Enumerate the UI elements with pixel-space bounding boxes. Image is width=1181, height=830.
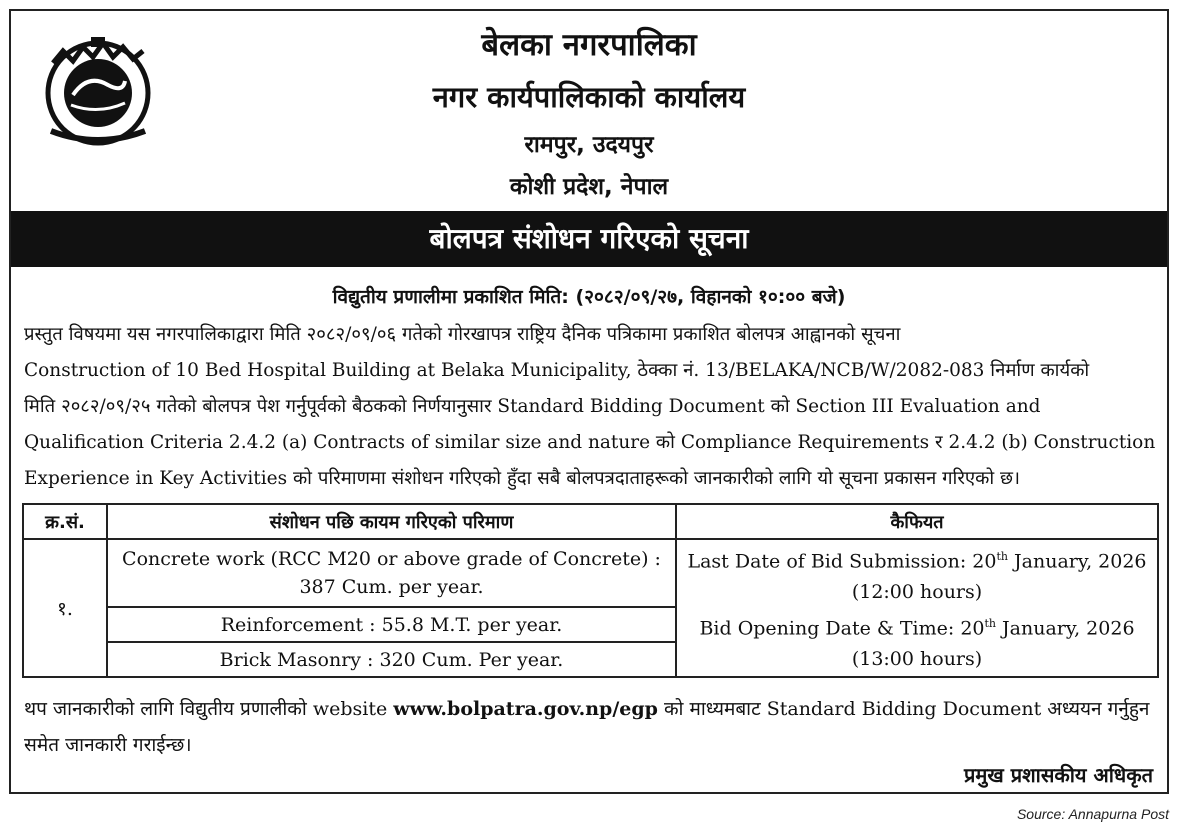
column-header-serial: क्र.सं. <box>23 504 107 539</box>
notice-frame <box>9 9 1169 794</box>
column-header-remarks: कैफियत <box>676 504 1158 539</box>
body-line: Construction of 10 Bed Hospital Building at Belaka Municipality, ठेक्का नं. 13/BELAKA/NCB/W/2082-083 निर्माण कार्यको <box>24 360 1090 381</box>
website-link[interactable]: www.bolpatra.gov.np/egp <box>393 698 658 720</box>
body-line: प्रस्तुत विषयमा यस नगरपालिकाद्वारा मिति २०८२/०९/०६ गतेको गोरखापत्र राष्ट्रिय दैनिक पत्रिकामा प्रकाशित बोलपत्र आह्वानको सूचना <box>24 324 901 345</box>
quantity-cell: Brick Masonry : 320 Cum. Per year. <box>107 642 676 677</box>
office-province: कोशी प्रदेश, नेपाल <box>509 174 669 200</box>
quantity-cell: Concrete work (RCC M20 or above grade of Concrete) : 387 Cum. per year. <box>107 539 676 607</box>
office-location: रामपुर, उदयपुर <box>524 132 654 158</box>
body-line: Qualification Criteria 2.4.2 (a) Contracts of similar size and nature को Compliance Requirements र 2.4.2 (b) Construction <box>24 432 1156 453</box>
municipality-name: बेलका नगरपालिका <box>481 27 697 63</box>
published-date: विद्युतीय प्रणालीमा प्रकाशित मिति: (२०८२/०९/२७, विहानको १०:०० बजे) <box>332 286 846 308</box>
submission-date: Last Date of Bid Submission: 20th January, 2026 <box>687 549 1147 572</box>
notice-header <box>11 11 1167 211</box>
remarks-cell <box>676 539 1158 677</box>
footer-text: थप जानकारीको लागि विद्युतीय प्रणालीको website www.bolpatra.gov.np/egp को माध्यमबाट Standard Bidding Document अध्ययन गर्नुहुन समेत जानकारी गराईन्छ। <box>24 698 1150 756</box>
notice-title-banner: बोलपत्र संशोधन गरिएको सूचना <box>11 211 1167 267</box>
table-row <box>23 539 1158 607</box>
body-line: Experience in Key Activities को परिमाणमा संशोधन गरिएको हुँदा सबै बोलपत्रदाताहरूको जानकारीको लागि यो सूचना प्रकासन गरिएको छ। <box>24 468 1020 489</box>
source-credit: Source: Annapurna Post <box>1016 806 1169 822</box>
quantity-cell: Reinforcement : 55.8 M.T. per year. <box>107 607 676 642</box>
signoff-title: प्रमुख प्रशासकीय अधिकृत <box>964 763 1153 787</box>
amendment-table <box>22 503 1159 678</box>
table-header-row <box>23 504 1158 539</box>
serial-cell: १. <box>23 539 107 677</box>
opening-time: (13:00 hours) <box>851 648 983 671</box>
body-line: मिति २०८२/०९/२५ गतेको बोलपत्र पेश गर्नुपूर्वको बैठकको निर्णयानुसार Standard Bidding Document को Section III Evaluation and <box>24 396 1041 417</box>
office-name: नगर कार्यपालिकाको कार्यालय <box>432 80 746 114</box>
submission-time: (12:00 hours) <box>851 581 983 603</box>
column-header-quantity: संशोधन पछि कायम गरिएको परिमाण <box>107 504 676 539</box>
opening-date: Bid Opening Date & Time: 20th January, 2026 <box>699 617 1135 640</box>
notice-body <box>24 317 1158 497</box>
